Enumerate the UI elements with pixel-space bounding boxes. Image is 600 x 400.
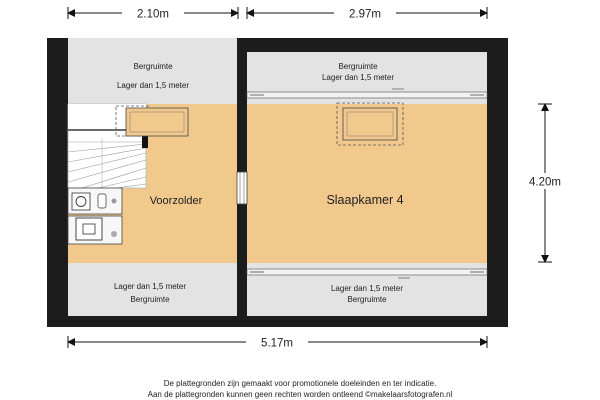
disclaimer-line-2: Aan de plattegronden kunnen geen rechten worden ontleend ©makelaarsfotografen.nl [147, 390, 453, 399]
label-right-bottom-storage: Bergruimte [347, 295, 387, 304]
label-left-bottom-height: Lager dan 1,5 meter [113, 282, 187, 291]
disclaimer-line-1: De plattegronden zijn gemaakt voor promotionele doeleinden en ter indicatie. [163, 379, 437, 388]
dimension-bottom [68, 334, 487, 350]
room-label-slaapkamer-4: Slaapkamer 4 [326, 193, 404, 207]
dimension-label-top-right: 2.97m [349, 8, 381, 21]
room-slaapkamer-4 [247, 52, 487, 316]
low-area-top-left [68, 38, 237, 104]
skylight-left [116, 106, 188, 136]
washing-machine [68, 188, 122, 214]
dimension-right [516, 104, 574, 262]
dimension-top-right [247, 5, 487, 21]
dimension-label-top-left: 2.10m [137, 8, 169, 21]
dimension-top-left [68, 5, 238, 21]
dimension-label-right: 4.20m [529, 176, 561, 189]
label-right-bottom-height: Lager dan 1,5 meter [330, 284, 404, 293]
door-partition [237, 172, 247, 204]
label-left-top-storage: Bergruimte [133, 62, 173, 71]
dimension-label-bottom: 5.17m [261, 337, 293, 350]
label-right-top-storage: Bergruimte [338, 62, 378, 71]
label-left-top-height: Lager dan 1,5 meter [116, 81, 190, 90]
room-label-voorzolder: Voorzolder [149, 195, 203, 207]
label-left-bottom-storage: Bergruimte [130, 295, 170, 304]
skylight-right [337, 103, 403, 145]
dryer [68, 216, 122, 244]
room-voorzolder [68, 38, 237, 316]
label-right-top-height: Lager dan 1,5 meter [321, 73, 395, 82]
